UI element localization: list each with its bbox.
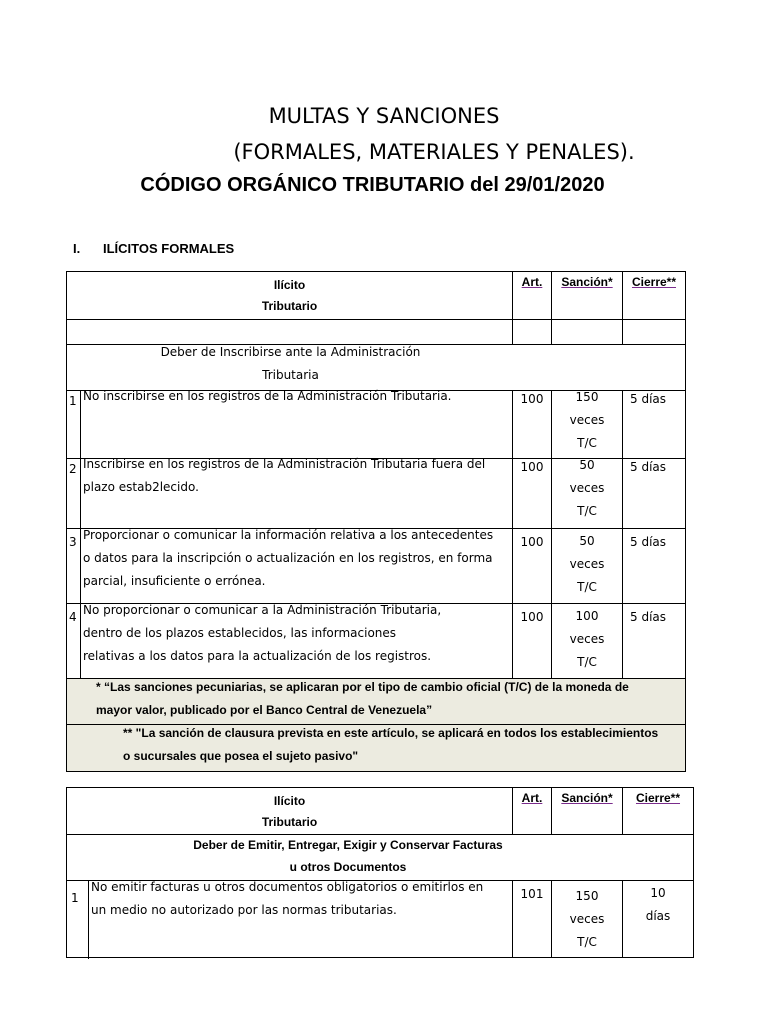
sancion-amount: 50 xyxy=(579,458,595,472)
row-sancion xyxy=(551,458,623,529)
cierre-amount: 10 xyxy=(650,886,666,900)
row-text-line: parcial, insuficiente o errónea. xyxy=(83,574,266,588)
sancion-currency: T/C xyxy=(577,504,597,518)
row-text-line: No emitir facturas u otros documentos obligatorios o emitirlos en xyxy=(91,880,484,894)
row-cierre: 5 días xyxy=(622,603,686,679)
row-text-line: plazo estab2lecido. xyxy=(83,480,199,494)
header-art-label: Art. xyxy=(521,275,543,289)
row-cierre: 5 días xyxy=(622,528,686,604)
row-art: 100 xyxy=(512,603,552,679)
row-cierre: 5 días xyxy=(622,390,686,459)
sancion-unit: veces xyxy=(569,912,605,926)
header-ilicito-line1: Ilícito xyxy=(273,794,306,808)
note-line: o sucursales que posea el sujeto pasivo" xyxy=(123,749,359,763)
group-title xyxy=(66,834,694,881)
sancion-unit: veces xyxy=(569,481,605,495)
header-ilicito-line1: Ilícito xyxy=(273,278,306,292)
sancion-unit: veces xyxy=(569,413,605,427)
group-title-line2: u otros Documentos xyxy=(289,860,407,874)
row-cierre xyxy=(622,880,694,958)
row-text-line: relativas a los datos para la actualización de los registros. xyxy=(83,649,432,663)
header-sancion xyxy=(551,271,623,320)
header-ilicito-line2: Tributario xyxy=(261,299,318,313)
header-cierre xyxy=(622,787,694,835)
note-tipo-cambio xyxy=(66,678,686,725)
group-title xyxy=(66,344,686,391)
header-sancion xyxy=(551,787,623,835)
group-title-line2: Tributaria xyxy=(262,368,319,382)
row-text-line: Inscribirse en los registros de la Administración Tributaria fuera del xyxy=(83,457,486,471)
row-art: 100 xyxy=(512,528,552,604)
table-row xyxy=(66,458,513,529)
row-sancion xyxy=(551,390,623,459)
group-title-line1: Deber de Inscribirse ante la Administración xyxy=(160,345,421,359)
header-ilicito-line2: Tributario xyxy=(261,815,318,829)
header-art xyxy=(512,787,552,835)
empty-cell xyxy=(622,319,686,345)
row-text-line: un medio no autorizado por las normas tributarias. xyxy=(91,903,397,917)
table-row xyxy=(66,603,513,679)
section-number: I. xyxy=(73,241,81,256)
row-number: 2 xyxy=(69,462,77,476)
section-title: ILÍCITOS FORMALES xyxy=(103,241,235,256)
row-art: 101 xyxy=(512,880,552,958)
row-text-line: Proporcionar o comunicar la información relativa a los antecedentes xyxy=(83,528,494,542)
row-art: 100 xyxy=(512,390,552,459)
table-row xyxy=(66,880,513,958)
row-number: 1 xyxy=(69,394,77,408)
sancion-unit: veces xyxy=(569,557,605,571)
row-text-line: dentro de los plazos establecidos, las informaciones xyxy=(83,626,397,640)
sancion-currency: T/C xyxy=(577,655,597,669)
sancion-amount: 150 xyxy=(575,889,599,903)
header-sancion-label: Sanción* xyxy=(561,791,613,805)
empty-cell xyxy=(551,319,623,345)
note-line: mayor valor, publicado por el Banco Central de Venezuela” xyxy=(96,703,433,717)
sancion-currency: T/C xyxy=(577,935,597,949)
row-text-line: No proporcionar o comunicar a la Administración Tributaria, xyxy=(83,603,442,617)
sancion-unit: veces xyxy=(569,632,605,646)
header-sancion-label: Sanción* xyxy=(561,275,613,289)
sancion-amount: 150 xyxy=(575,390,599,404)
note-clausura xyxy=(66,724,686,772)
header-cierre xyxy=(622,271,686,320)
header-cierre-label: Cierre** xyxy=(635,791,681,805)
sancion-currency: T/C xyxy=(577,436,597,450)
group-title-line1: Deber de Emitir, Entregar, Exigir y Conservar Facturas xyxy=(193,838,503,852)
header-ilicito xyxy=(66,787,513,835)
document-law-title: CÓDIGO ORGÁNICO TRIBUTARIO del 29/01/2020 xyxy=(140,174,605,196)
header-art xyxy=(512,271,552,320)
empty-cell xyxy=(512,319,552,345)
row-art: 100 xyxy=(512,458,552,529)
row-text-line: o datos para la inscripción o actualización en los registros, en forma xyxy=(83,551,493,565)
row-sancion xyxy=(551,528,623,604)
document-title: MULTAS Y SANCIONES xyxy=(268,104,500,128)
sancion-amount: 50 xyxy=(579,534,595,548)
row-number: 1 xyxy=(71,891,79,905)
note-line: * “Las sanciones pecuniarias, se aplicaran por el tipo de cambio oficial (T/C) de la moneda de xyxy=(96,680,629,694)
header-art-label: Art. xyxy=(521,791,543,805)
sancion-currency: T/C xyxy=(577,580,597,594)
row-number: 3 xyxy=(69,535,77,549)
header-ilicito xyxy=(66,271,513,320)
table-row xyxy=(66,390,513,459)
table-row xyxy=(66,528,513,604)
document-subtitle: (FORMALES, MATERIALES Y PENALES). xyxy=(233,140,635,164)
row-number: 4 xyxy=(69,610,77,624)
note-line: ** "La sanción de clausura prevista en este artículo, se aplicará en todos los establecimientos xyxy=(123,726,659,740)
row-text-line: No inscribirse en los registros de la Administración Tributaria. xyxy=(83,389,452,403)
row-cierre: 5 días xyxy=(622,458,686,529)
row-sancion xyxy=(551,603,623,679)
row-sancion xyxy=(551,880,623,958)
sancion-amount: 100 xyxy=(575,609,599,623)
cierre-unit: días xyxy=(645,909,671,923)
header-cierre-label: Cierre** xyxy=(631,275,677,289)
